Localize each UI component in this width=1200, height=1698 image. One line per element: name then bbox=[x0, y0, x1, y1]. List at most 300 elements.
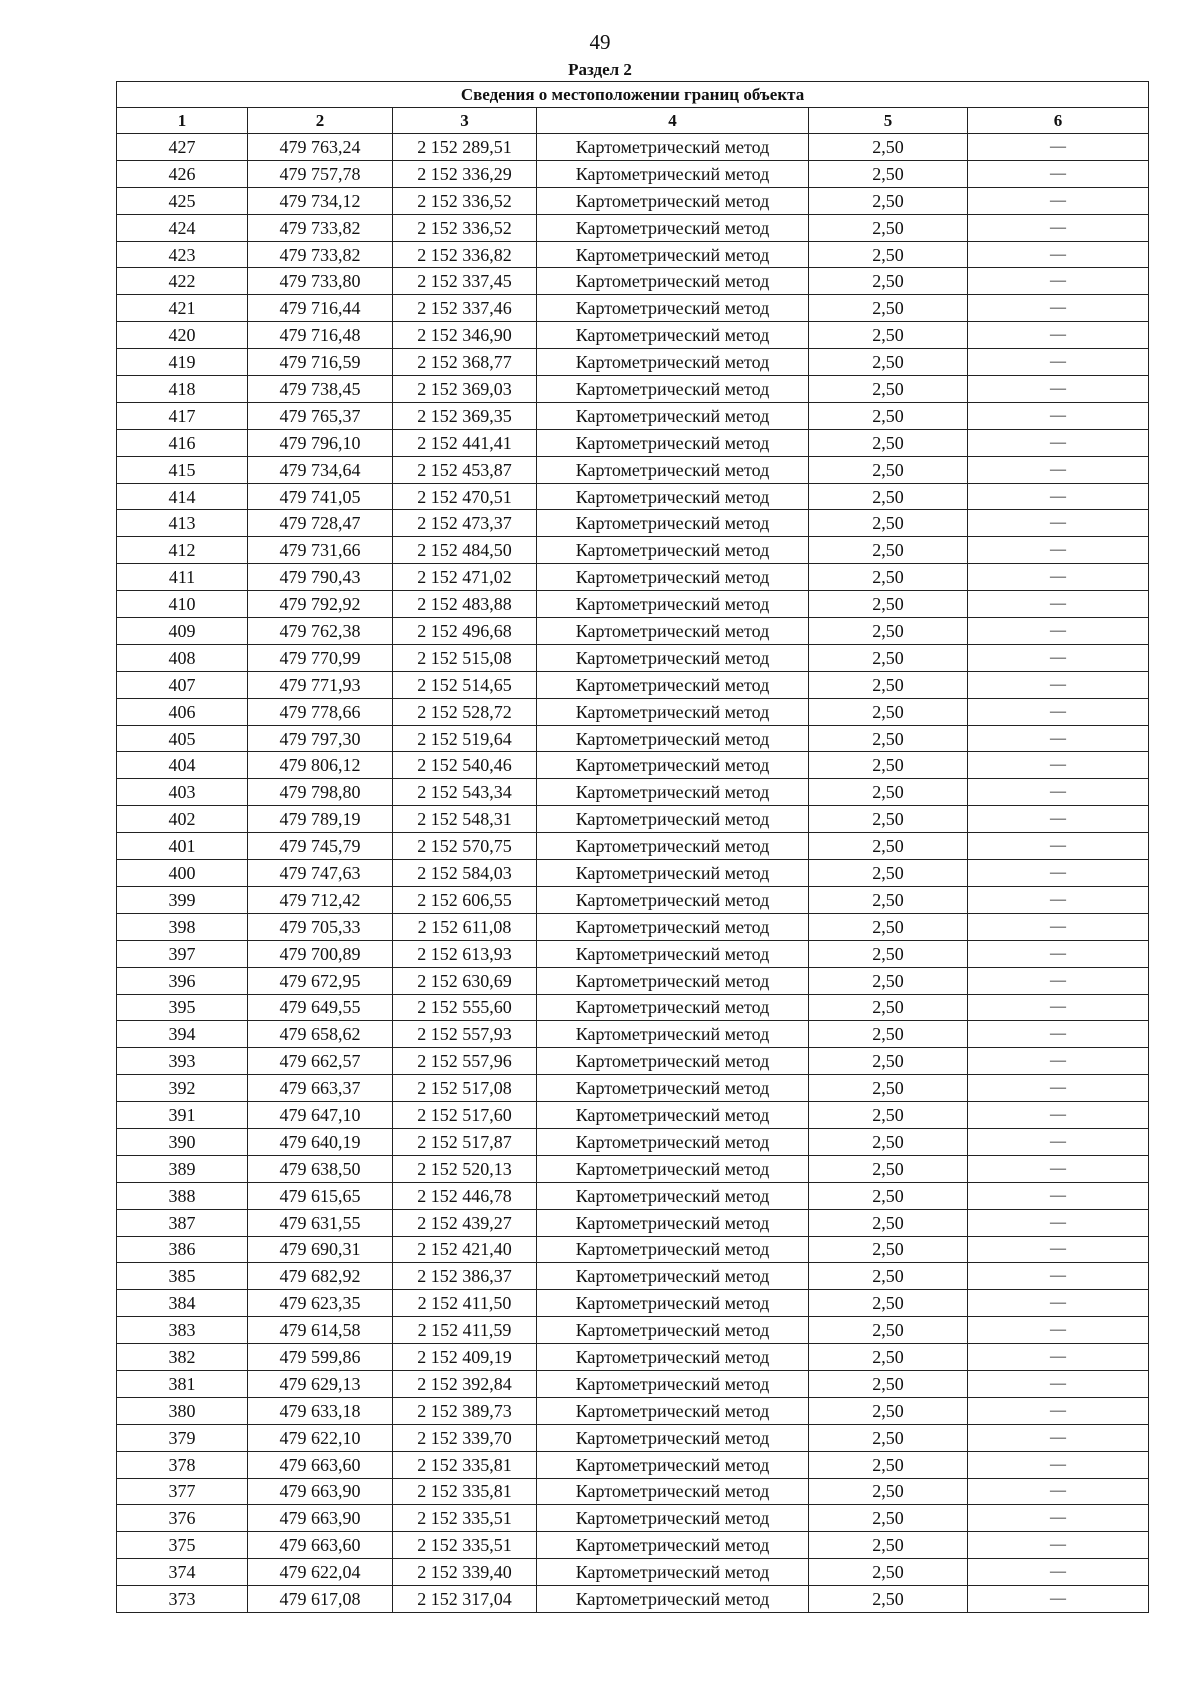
y-coordinate-cell: 2 152 570,75 bbox=[393, 833, 537, 860]
table-row bbox=[117, 618, 1149, 645]
accuracy-cell: 2,50 bbox=[809, 1236, 968, 1263]
method-cell: Картометрический метод bbox=[537, 1263, 809, 1290]
y-coordinate-cell: 2 152 496,68 bbox=[393, 618, 537, 645]
point-number-cell: 380 bbox=[117, 1397, 248, 1424]
y-coordinate-cell: 2 152 346,90 bbox=[393, 322, 537, 349]
note-cell: — bbox=[968, 456, 1149, 483]
note-cell: — bbox=[968, 1209, 1149, 1236]
accuracy-cell: 2,50 bbox=[809, 1586, 968, 1613]
accuracy-cell: 2,50 bbox=[809, 1532, 968, 1559]
method-cell: Картометрический метод bbox=[537, 806, 809, 833]
table-row bbox=[117, 1532, 1149, 1559]
method-cell: Картометрический метод bbox=[537, 241, 809, 268]
note-cell: — bbox=[968, 1478, 1149, 1505]
x-coordinate-cell: 479 614,58 bbox=[248, 1317, 393, 1344]
point-number-cell: 374 bbox=[117, 1559, 248, 1586]
x-coordinate-cell: 479 745,79 bbox=[248, 833, 393, 860]
method-cell: Картометрический метод bbox=[537, 1532, 809, 1559]
point-number-cell: 421 bbox=[117, 295, 248, 322]
note-cell: — bbox=[968, 1236, 1149, 1263]
note-cell: — bbox=[968, 1370, 1149, 1397]
note-cell: — bbox=[968, 752, 1149, 779]
note-cell: — bbox=[968, 187, 1149, 214]
note-cell: — bbox=[968, 806, 1149, 833]
point-number-cell: 408 bbox=[117, 644, 248, 671]
point-number-cell: 426 bbox=[117, 160, 248, 187]
point-number-cell: 416 bbox=[117, 429, 248, 456]
table-row bbox=[117, 698, 1149, 725]
table-row bbox=[117, 806, 1149, 833]
point-number-cell: 423 bbox=[117, 241, 248, 268]
table-row bbox=[117, 994, 1149, 1021]
method-cell: Картометрический метод bbox=[537, 1370, 809, 1397]
method-cell: Картометрический метод bbox=[537, 833, 809, 860]
point-number-cell: 402 bbox=[117, 806, 248, 833]
y-coordinate-cell: 2 152 336,52 bbox=[393, 214, 537, 241]
accuracy-cell: 2,50 bbox=[809, 940, 968, 967]
column-header-3: 3 bbox=[393, 108, 537, 134]
x-coordinate-cell: 479 640,19 bbox=[248, 1128, 393, 1155]
accuracy-cell: 2,50 bbox=[809, 1021, 968, 1048]
point-number-cell: 407 bbox=[117, 671, 248, 698]
y-coordinate-cell: 2 152 411,50 bbox=[393, 1290, 537, 1317]
y-coordinate-cell: 2 152 409,19 bbox=[393, 1344, 537, 1371]
y-coordinate-cell: 2 152 473,37 bbox=[393, 510, 537, 537]
x-coordinate-cell: 479 733,82 bbox=[248, 241, 393, 268]
table-row bbox=[117, 134, 1149, 161]
method-cell: Картометрический метод bbox=[537, 1155, 809, 1182]
x-coordinate-cell: 479 757,78 bbox=[248, 160, 393, 187]
x-coordinate-cell: 479 731,66 bbox=[248, 537, 393, 564]
point-number-cell: 384 bbox=[117, 1290, 248, 1317]
method-cell: Картометрический метод bbox=[537, 913, 809, 940]
method-cell: Картометрический метод bbox=[537, 752, 809, 779]
y-coordinate-cell: 2 152 335,51 bbox=[393, 1532, 537, 1559]
method-cell: Картометрический метод bbox=[537, 1209, 809, 1236]
point-number-cell: 373 bbox=[117, 1586, 248, 1613]
column-header-row bbox=[117, 108, 1149, 134]
accuracy-cell: 2,50 bbox=[809, 187, 968, 214]
note-cell: — bbox=[968, 1075, 1149, 1102]
note-cell: — bbox=[968, 349, 1149, 376]
accuracy-cell: 2,50 bbox=[809, 429, 968, 456]
accuracy-cell: 2,50 bbox=[809, 1075, 968, 1102]
note-cell: — bbox=[968, 1532, 1149, 1559]
point-number-cell: 412 bbox=[117, 537, 248, 564]
table-row bbox=[117, 214, 1149, 241]
note-cell: — bbox=[968, 1290, 1149, 1317]
note-cell: — bbox=[968, 1048, 1149, 1075]
x-coordinate-cell: 479 733,80 bbox=[248, 268, 393, 295]
table-row bbox=[117, 1102, 1149, 1129]
point-number-cell: 381 bbox=[117, 1370, 248, 1397]
y-coordinate-cell: 2 152 557,93 bbox=[393, 1021, 537, 1048]
accuracy-cell: 2,50 bbox=[809, 1128, 968, 1155]
x-coordinate-cell: 479 617,08 bbox=[248, 1586, 393, 1613]
column-header-5: 5 bbox=[809, 108, 968, 134]
x-coordinate-cell: 479 672,95 bbox=[248, 967, 393, 994]
table-caption-row bbox=[117, 82, 1149, 108]
x-coordinate-cell: 479 705,33 bbox=[248, 913, 393, 940]
x-coordinate-cell: 479 663,37 bbox=[248, 1075, 393, 1102]
accuracy-cell: 2,50 bbox=[809, 725, 968, 752]
x-coordinate-cell: 479 734,64 bbox=[248, 456, 393, 483]
note-cell: — bbox=[968, 1021, 1149, 1048]
x-coordinate-cell: 479 728,47 bbox=[248, 510, 393, 537]
method-cell: Картометрический метод bbox=[537, 456, 809, 483]
note-cell: — bbox=[968, 483, 1149, 510]
x-coordinate-cell: 479 649,55 bbox=[248, 994, 393, 1021]
x-coordinate-cell: 479 734,12 bbox=[248, 187, 393, 214]
y-coordinate-cell: 2 152 517,87 bbox=[393, 1128, 537, 1155]
accuracy-cell: 2,50 bbox=[809, 806, 968, 833]
x-coordinate-cell: 479 647,10 bbox=[248, 1102, 393, 1129]
table-row bbox=[117, 1397, 1149, 1424]
accuracy-cell: 2,50 bbox=[809, 967, 968, 994]
method-cell: Картометрический метод bbox=[537, 295, 809, 322]
method-cell: Картометрический метод bbox=[537, 268, 809, 295]
accuracy-cell: 2,50 bbox=[809, 1478, 968, 1505]
method-cell: Картометрический метод bbox=[537, 1451, 809, 1478]
note-cell: — bbox=[968, 725, 1149, 752]
method-cell: Картометрический метод bbox=[537, 1290, 809, 1317]
note-cell: — bbox=[968, 1155, 1149, 1182]
note-cell: — bbox=[968, 160, 1149, 187]
x-coordinate-cell: 479 747,63 bbox=[248, 860, 393, 887]
x-coordinate-cell: 479 806,12 bbox=[248, 752, 393, 779]
x-coordinate-cell: 479 778,66 bbox=[248, 698, 393, 725]
y-coordinate-cell: 2 152 368,77 bbox=[393, 349, 537, 376]
point-number-cell: 415 bbox=[117, 456, 248, 483]
note-cell: — bbox=[968, 1505, 1149, 1532]
accuracy-cell: 2,50 bbox=[809, 1102, 968, 1129]
method-cell: Картометрический метод bbox=[537, 644, 809, 671]
method-cell: Картометрический метод bbox=[537, 1424, 809, 1451]
table-row bbox=[117, 1155, 1149, 1182]
accuracy-cell: 2,50 bbox=[809, 671, 968, 698]
point-number-cell: 379 bbox=[117, 1424, 248, 1451]
x-coordinate-cell: 479 622,10 bbox=[248, 1424, 393, 1451]
point-number-cell: 424 bbox=[117, 214, 248, 241]
accuracy-cell: 2,50 bbox=[809, 537, 968, 564]
y-coordinate-cell: 2 152 555,60 bbox=[393, 994, 537, 1021]
note-cell: — bbox=[968, 967, 1149, 994]
y-coordinate-cell: 2 152 613,93 bbox=[393, 940, 537, 967]
method-cell: Картометрический метод bbox=[537, 134, 809, 161]
accuracy-cell: 2,50 bbox=[809, 241, 968, 268]
point-number-cell: 404 bbox=[117, 752, 248, 779]
x-coordinate-cell: 479 790,43 bbox=[248, 564, 393, 591]
note-cell: — bbox=[968, 1344, 1149, 1371]
method-cell: Картометрический метод bbox=[537, 1128, 809, 1155]
accuracy-cell: 2,50 bbox=[809, 456, 968, 483]
y-coordinate-cell: 2 152 439,27 bbox=[393, 1209, 537, 1236]
accuracy-cell: 2,50 bbox=[809, 1397, 968, 1424]
x-coordinate-cell: 479 662,57 bbox=[248, 1048, 393, 1075]
y-coordinate-cell: 2 152 335,81 bbox=[393, 1478, 537, 1505]
x-coordinate-cell: 479 631,55 bbox=[248, 1209, 393, 1236]
note-cell: — bbox=[968, 241, 1149, 268]
method-cell: Картометрический метод bbox=[537, 671, 809, 698]
point-number-cell: 417 bbox=[117, 402, 248, 429]
table-row bbox=[117, 1424, 1149, 1451]
y-coordinate-cell: 2 152 339,40 bbox=[393, 1559, 537, 1586]
page-number: 49 bbox=[589, 30, 611, 54]
y-coordinate-cell: 2 152 517,60 bbox=[393, 1102, 537, 1129]
method-cell: Картометрический метод bbox=[537, 1317, 809, 1344]
x-coordinate-cell: 479 700,89 bbox=[248, 940, 393, 967]
note-cell: — bbox=[968, 671, 1149, 698]
point-number-cell: 395 bbox=[117, 994, 248, 1021]
point-number-cell: 406 bbox=[117, 698, 248, 725]
method-cell: Картометрический метод bbox=[537, 1344, 809, 1371]
table-row bbox=[117, 1505, 1149, 1532]
accuracy-cell: 2,50 bbox=[809, 564, 968, 591]
method-cell: Картометрический метод bbox=[537, 1102, 809, 1129]
table-row bbox=[117, 644, 1149, 671]
column-header-6: 6 bbox=[968, 108, 1149, 134]
y-coordinate-cell: 2 152 392,84 bbox=[393, 1370, 537, 1397]
note-cell: — bbox=[968, 860, 1149, 887]
note-cell: — bbox=[968, 214, 1149, 241]
point-number-cell: 409 bbox=[117, 618, 248, 645]
y-coordinate-cell: 2 152 446,78 bbox=[393, 1182, 537, 1209]
boundary-coordinates-table bbox=[116, 81, 1149, 1613]
y-coordinate-cell: 2 152 289,51 bbox=[393, 134, 537, 161]
table-row bbox=[117, 349, 1149, 376]
point-number-cell: 403 bbox=[117, 779, 248, 806]
method-cell: Картометрический метод bbox=[537, 429, 809, 456]
accuracy-cell: 2,50 bbox=[809, 322, 968, 349]
note-cell: — bbox=[968, 537, 1149, 564]
x-coordinate-cell: 479 733,82 bbox=[248, 214, 393, 241]
table-row bbox=[117, 1075, 1149, 1102]
note-cell: — bbox=[968, 940, 1149, 967]
y-coordinate-cell: 2 152 386,37 bbox=[393, 1263, 537, 1290]
method-cell: Картометрический метод bbox=[537, 376, 809, 403]
x-coordinate-cell: 479 765,37 bbox=[248, 402, 393, 429]
accuracy-cell: 2,50 bbox=[809, 1155, 968, 1182]
x-coordinate-cell: 479 599,86 bbox=[248, 1344, 393, 1371]
y-coordinate-cell: 2 152 339,70 bbox=[393, 1424, 537, 1451]
x-coordinate-cell: 479 629,13 bbox=[248, 1370, 393, 1397]
method-cell: Картометрический метод bbox=[537, 1559, 809, 1586]
table-row bbox=[117, 1478, 1149, 1505]
method-cell: Картометрический метод bbox=[537, 967, 809, 994]
accuracy-cell: 2,50 bbox=[809, 860, 968, 887]
x-coordinate-cell: 479 716,59 bbox=[248, 349, 393, 376]
x-coordinate-cell: 479 741,05 bbox=[248, 483, 393, 510]
y-coordinate-cell: 2 152 483,88 bbox=[393, 591, 537, 618]
point-number-cell: 427 bbox=[117, 134, 248, 161]
y-coordinate-cell: 2 152 611,08 bbox=[393, 913, 537, 940]
point-number-cell: 425 bbox=[117, 187, 248, 214]
point-number-cell: 377 bbox=[117, 1478, 248, 1505]
x-coordinate-cell: 479 658,62 bbox=[248, 1021, 393, 1048]
note-cell: — bbox=[968, 564, 1149, 591]
x-coordinate-cell: 479 763,24 bbox=[248, 134, 393, 161]
x-coordinate-cell: 479 623,35 bbox=[248, 1290, 393, 1317]
point-number-cell: 414 bbox=[117, 483, 248, 510]
note-cell: — bbox=[968, 268, 1149, 295]
note-cell: — bbox=[968, 1102, 1149, 1129]
accuracy-cell: 2,50 bbox=[809, 134, 968, 161]
point-number-cell: 382 bbox=[117, 1344, 248, 1371]
x-coordinate-cell: 479 771,93 bbox=[248, 671, 393, 698]
x-coordinate-cell: 479 798,80 bbox=[248, 779, 393, 806]
table-row bbox=[117, 1586, 1149, 1613]
method-cell: Картометрический метод bbox=[537, 1586, 809, 1613]
method-cell: Картометрический метод bbox=[537, 1505, 809, 1532]
table-row bbox=[117, 1263, 1149, 1290]
accuracy-cell: 2,50 bbox=[809, 1317, 968, 1344]
point-number-cell: 401 bbox=[117, 833, 248, 860]
note-cell: — bbox=[968, 295, 1149, 322]
table-row bbox=[117, 1128, 1149, 1155]
table-row bbox=[117, 1317, 1149, 1344]
accuracy-cell: 2,50 bbox=[809, 886, 968, 913]
x-coordinate-cell: 479 770,99 bbox=[248, 644, 393, 671]
method-cell: Картометрический метод bbox=[537, 160, 809, 187]
y-coordinate-cell: 2 152 369,35 bbox=[393, 402, 537, 429]
note-cell: — bbox=[968, 376, 1149, 403]
accuracy-cell: 2,50 bbox=[809, 833, 968, 860]
accuracy-cell: 2,50 bbox=[809, 913, 968, 940]
y-coordinate-cell: 2 152 519,64 bbox=[393, 725, 537, 752]
accuracy-cell: 2,50 bbox=[809, 591, 968, 618]
table-row bbox=[117, 483, 1149, 510]
y-coordinate-cell: 2 152 335,51 bbox=[393, 1505, 537, 1532]
y-coordinate-cell: 2 152 471,02 bbox=[393, 564, 537, 591]
column-header-2: 2 bbox=[248, 108, 393, 134]
table-row bbox=[117, 295, 1149, 322]
method-cell: Картометрический метод bbox=[537, 1478, 809, 1505]
point-number-cell: 389 bbox=[117, 1155, 248, 1182]
y-coordinate-cell: 2 152 317,04 bbox=[393, 1586, 537, 1613]
table-row bbox=[117, 241, 1149, 268]
note-cell: — bbox=[968, 1263, 1149, 1290]
method-cell: Картометрический метод bbox=[537, 1397, 809, 1424]
table-row bbox=[117, 456, 1149, 483]
accuracy-cell: 2,50 bbox=[809, 510, 968, 537]
x-coordinate-cell: 479 663,60 bbox=[248, 1532, 393, 1559]
column-header-1: 1 bbox=[117, 108, 248, 134]
method-cell: Картометрический метод bbox=[537, 1236, 809, 1263]
accuracy-cell: 2,50 bbox=[809, 376, 968, 403]
table-row bbox=[117, 564, 1149, 591]
point-number-cell: 405 bbox=[117, 725, 248, 752]
column-header-4: 4 bbox=[537, 108, 809, 134]
point-number-cell: 411 bbox=[117, 564, 248, 591]
y-coordinate-cell: 2 152 548,31 bbox=[393, 806, 537, 833]
y-coordinate-cell: 2 152 520,13 bbox=[393, 1155, 537, 1182]
note-cell: — bbox=[968, 886, 1149, 913]
method-cell: Картометрический метод bbox=[537, 940, 809, 967]
x-coordinate-cell: 479 663,90 bbox=[248, 1478, 393, 1505]
table-row bbox=[117, 1451, 1149, 1478]
method-cell: Картометрический метод bbox=[537, 349, 809, 376]
method-cell: Картометрический метод bbox=[537, 1182, 809, 1209]
x-coordinate-cell: 479 738,45 bbox=[248, 376, 393, 403]
x-coordinate-cell: 479 622,04 bbox=[248, 1559, 393, 1586]
x-coordinate-cell: 479 682,92 bbox=[248, 1263, 393, 1290]
accuracy-cell: 2,50 bbox=[809, 698, 968, 725]
point-number-cell: 396 bbox=[117, 967, 248, 994]
x-coordinate-cell: 479 663,60 bbox=[248, 1451, 393, 1478]
point-number-cell: 391 bbox=[117, 1102, 248, 1129]
accuracy-cell: 2,50 bbox=[809, 214, 968, 241]
note-cell: — bbox=[968, 1451, 1149, 1478]
point-number-cell: 400 bbox=[117, 860, 248, 887]
table-row bbox=[117, 1236, 1149, 1263]
table-row bbox=[117, 322, 1149, 349]
accuracy-cell: 2,50 bbox=[809, 1505, 968, 1532]
y-coordinate-cell: 2 152 411,59 bbox=[393, 1317, 537, 1344]
accuracy-cell: 2,50 bbox=[809, 1290, 968, 1317]
x-coordinate-cell: 479 633,18 bbox=[248, 1397, 393, 1424]
x-coordinate-cell: 479 789,19 bbox=[248, 806, 393, 833]
method-cell: Картометрический метод bbox=[537, 510, 809, 537]
y-coordinate-cell: 2 152 540,46 bbox=[393, 752, 537, 779]
table-row bbox=[117, 429, 1149, 456]
accuracy-cell: 2,50 bbox=[809, 1370, 968, 1397]
method-cell: Картометрический метод bbox=[537, 1075, 809, 1102]
point-number-cell: 378 bbox=[117, 1451, 248, 1478]
y-coordinate-cell: 2 152 515,08 bbox=[393, 644, 537, 671]
note-cell: — bbox=[968, 1397, 1149, 1424]
note-cell: — bbox=[968, 1424, 1149, 1451]
note-cell: — bbox=[968, 1559, 1149, 1586]
point-number-cell: 394 bbox=[117, 1021, 248, 1048]
y-coordinate-cell: 2 152 389,73 bbox=[393, 1397, 537, 1424]
point-number-cell: 420 bbox=[117, 322, 248, 349]
point-number-cell: 422 bbox=[117, 268, 248, 295]
table-row bbox=[117, 779, 1149, 806]
y-coordinate-cell: 2 152 336,52 bbox=[393, 187, 537, 214]
table-row bbox=[117, 1182, 1149, 1209]
method-cell: Картометрический метод bbox=[537, 725, 809, 752]
table-row bbox=[117, 1021, 1149, 1048]
note-cell: — bbox=[968, 644, 1149, 671]
y-coordinate-cell: 2 152 543,34 bbox=[393, 779, 537, 806]
y-coordinate-cell: 2 152 441,41 bbox=[393, 429, 537, 456]
note-cell: — bbox=[968, 429, 1149, 456]
y-coordinate-cell: 2 152 606,55 bbox=[393, 886, 537, 913]
table-row bbox=[117, 591, 1149, 618]
accuracy-cell: 2,50 bbox=[809, 1048, 968, 1075]
section-title: Раздел 2 bbox=[568, 60, 632, 79]
accuracy-cell: 2,50 bbox=[809, 618, 968, 645]
table-row bbox=[117, 402, 1149, 429]
note-cell: — bbox=[968, 1182, 1149, 1209]
y-coordinate-cell: 2 152 337,45 bbox=[393, 268, 537, 295]
accuracy-cell: 2,50 bbox=[809, 1209, 968, 1236]
method-cell: Картометрический метод bbox=[537, 402, 809, 429]
accuracy-cell: 2,50 bbox=[809, 483, 968, 510]
method-cell: Картометрический метод bbox=[537, 618, 809, 645]
accuracy-cell: 2,50 bbox=[809, 994, 968, 1021]
note-cell: — bbox=[968, 402, 1149, 429]
x-coordinate-cell: 479 762,38 bbox=[248, 618, 393, 645]
y-coordinate-cell: 2 152 336,29 bbox=[393, 160, 537, 187]
point-number-cell: 419 bbox=[117, 349, 248, 376]
point-number-cell: 387 bbox=[117, 1209, 248, 1236]
point-number-cell: 413 bbox=[117, 510, 248, 537]
accuracy-cell: 2,50 bbox=[809, 295, 968, 322]
note-cell: — bbox=[968, 618, 1149, 645]
table-caption: Сведения о местоположении границ объекта bbox=[117, 82, 1149, 108]
point-number-cell: 418 bbox=[117, 376, 248, 403]
